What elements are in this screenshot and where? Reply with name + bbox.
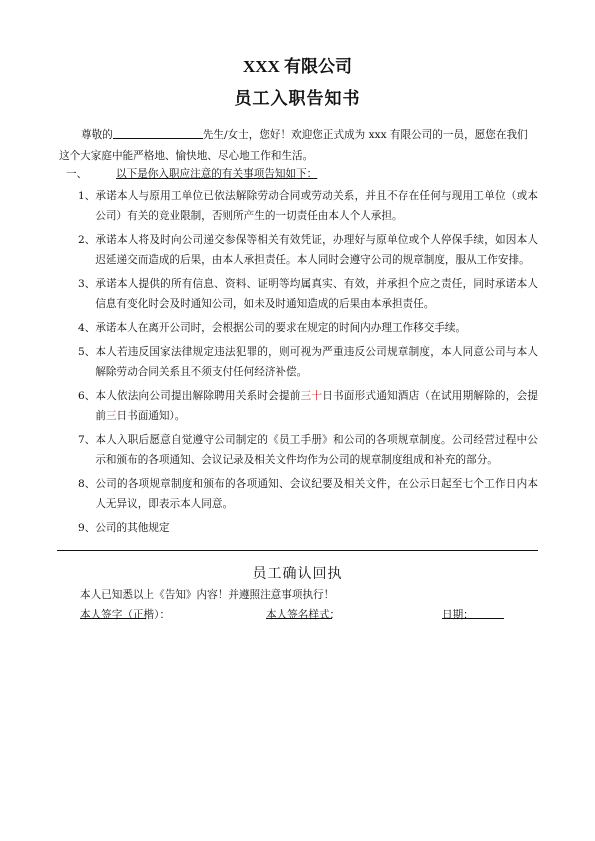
list-item — [78, 186, 538, 226]
item-text: 承诺本人将及时向公司递交参保等相关有效凭证，办理好与原单位或个人停保手续，如因本人迟延递交而造成的后果，由本人承担责任。本人同时会遵守公司的规章制度，服从工作安排。 — [95, 234, 538, 266]
item-text: 承诺本人提供的所有信息、资料、证明等均属真实、有效，并承担个应之责任，同时承诺本人信息有变化时会及时通知公司，如未及时通知造成的后果由本承担责任。 — [95, 278, 538, 310]
date-label: 日期： — [442, 609, 474, 621]
list-item — [78, 274, 538, 314]
item-number: 3、 — [78, 278, 96, 290]
highlight-days: 三 — [105, 410, 117, 422]
list-item — [78, 386, 538, 426]
acknowledgement-text: 本人已知悉以上《告知》内容！并遵照注意事项执行！ — [80, 589, 335, 601]
date-line[interactable] — [442, 607, 504, 619]
item-number: 6、 — [78, 390, 96, 402]
list-item — [78, 318, 538, 338]
item-number: 7、 — [78, 434, 96, 446]
list-item — [78, 230, 538, 270]
item-number: 4、 — [78, 322, 96, 334]
item-number: 1、 — [78, 190, 96, 202]
item-text: 承诺本人与原用工单位已依法解除劳动合同或劳动关系，并且不存在任何与现用工单位（或本公司）有关的竞业限制，否则所产生的一切责任由本人个人承担。 — [95, 190, 538, 222]
item-number: 2、 — [78, 234, 96, 246]
item-text: 本人入职后愿意自觉遵守公司制定的《员工手册》和公司的各项规章制度。公司经营过程中公示和颁布的各项通知、会议记录及相关文件均作为公司的规章制度组成和补充的部分。 — [95, 434, 538, 466]
document-title: 员工入职告知书 — [234, 89, 361, 109]
greeting-text: 先生/女士，您好！欢迎您正式成为 xxx 有限公司的一员，愿您在我们这个大家庭中能严格地、愉快地、尽心地工作和生活。 — [59, 129, 528, 162]
item-text-part: 日书面形式通知酒店（在试用期解除的，会提前 — [95, 390, 539, 422]
item-text-part: 本人依法向公司提出解除聘用关系时会提前 — [95, 390, 301, 402]
highlight-days: 三十 — [300, 390, 323, 402]
section-heading-text: 以下是你入职应注意的有关事项告知如下： — [116, 168, 318, 180]
item-number: 5、 — [78, 346, 96, 358]
item-text: 本人若违反国家法律规定违法犯罪的，则可视为严重违反公司规章制度，本人同意公司与本人解除劳动合同关系且不须支付任何经济补偿。 — [95, 346, 538, 378]
signature-label: 本人签字（正楷）： — [80, 609, 171, 621]
item-text-part: 日书面通知）。 — [116, 410, 186, 422]
greeting-prefix: 尊敬的 — [81, 129, 113, 141]
name-blank[interactable] — [113, 127, 203, 139]
item-number: 9、 — [78, 522, 96, 534]
notice-list — [78, 186, 538, 542]
list-item — [78, 342, 538, 382]
item-text — [95, 386, 538, 426]
item-number: 8、 — [78, 478, 96, 490]
item-text: 承诺本人在离开公司时，会根据公司的要求在规定的时间内办理工作移交手续。 — [95, 322, 467, 334]
section-heading — [66, 166, 317, 182]
list-item — [78, 474, 538, 514]
receipt-title: 员工确认回执 — [252, 566, 343, 582]
list-item — [78, 518, 538, 538]
section-number: 一、 — [66, 168, 88, 180]
signature-style-label: 本人签名样式： — [266, 609, 341, 621]
list-item — [78, 430, 538, 470]
signature-style-line[interactable] — [266, 607, 332, 619]
item-text: 公司的其他规定 — [95, 522, 170, 534]
company-title: XXX 有限公司 — [242, 57, 353, 76]
section-divider — [57, 550, 538, 551]
signature-line[interactable] — [80, 607, 146, 619]
greeting-paragraph — [59, 125, 537, 167]
item-text: 公司的各项规章制度和颁布的各项通知、会议纪要及相关文件，在公示日起至七个工作日内本人无异议，即表示本人同意。 — [95, 478, 538, 510]
